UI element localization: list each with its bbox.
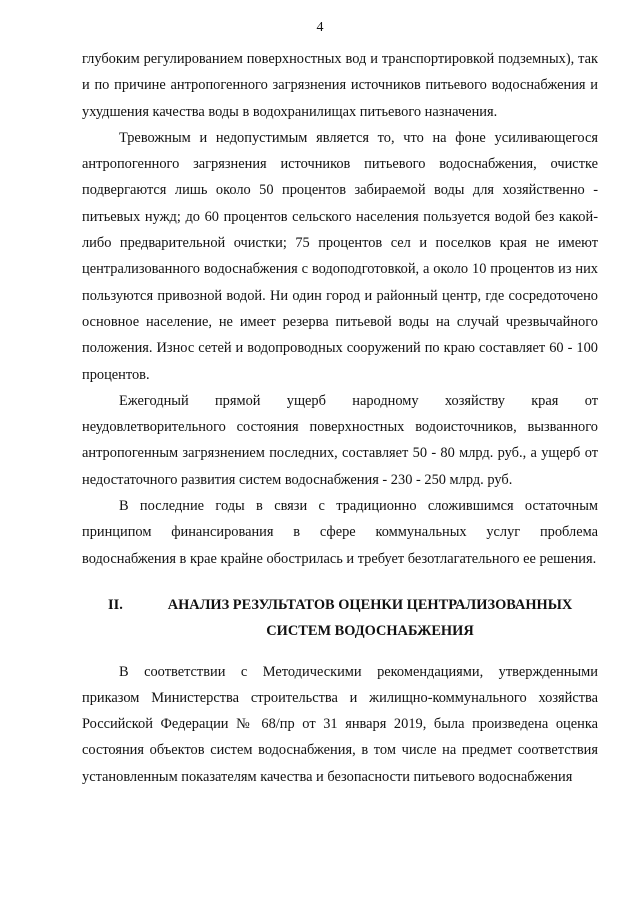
paragraph-continuation: глубоким регулированием поверхностных вод и транспортировкой подземных), так и по причине антропогенного загрязнения источников питьевого водоснабжения и ухудшения качества воды в водохранилищах питьевого назначения. bbox=[82, 51, 598, 120]
section-title-line-1: АНАЛИЗ РЕЗУЛЬТАТОВ ОЦЕНКИ ЦЕНТРАЛИЗОВАННЫХ bbox=[167, 596, 573, 613]
document-body bbox=[82, 46, 598, 790]
section-title-line-2: СИСТЕМ ВОДОСНАБЖЕНИЯ bbox=[266, 623, 474, 640]
paragraph-assessment: В соответствии с Методическими рекомендациями, утвержденными приказом Министерства строительства и жилищно-коммунального хозяйства Российской Федерации № 68/пр от 31 января 2019, была произведена оценка состояния объектов систем водоснабжения, в том числе на предмет соответствия установленным показателям качества и безопасности питьевого водоснабжения bbox=[82, 663, 598, 785]
paragraph-damage: Ежегодный прямой ущерб народному хозяйству края от неудовлетворительного состояния поверхностных водоисточников, вызванного антропогенным загрязнением последних, составляет 50 - 80 млрд. руб., а ущерб от недостаточного развития систем водоснабжения - 230 - 250 млрд. руб. bbox=[82, 392, 598, 488]
section-heading bbox=[82, 592, 598, 645]
page-number: 4 bbox=[316, 20, 324, 35]
paragraph-funding: В последние годы в связи с традиционно сложившимся остаточным принципом финансирования в сфере коммунальных услуг проблема водоснабжения в крае крайне обострилась и требует безотлагательного ее решения. bbox=[82, 498, 598, 567]
section-number: II. bbox=[108, 596, 123, 613]
paragraph-pollution: Тревожным и недопустимым является то, что на фоне усиливающегося антропогенного загрязнения источников питьевого водоснабжения, очистке подвергаются лишь около 50 процентов забираемой воды для хозяйственно - питьевых нужд; до 60 процентов сельского населения пользуется водой без какой-либо предварительной очистки; 75 процентов сел и поселков края не имеют централизованного водоснабжения с водоподготовкой, а около 10 процентов из них пользуются привозной водой. Ни один город и районный центр, где сосредоточено основное население, не имеет резерва питьевой воды на случай чрезвычайного положения. Износ сетей и водопроводных сооружений по краю составляет 60 - 100 процентов. bbox=[82, 129, 598, 383]
